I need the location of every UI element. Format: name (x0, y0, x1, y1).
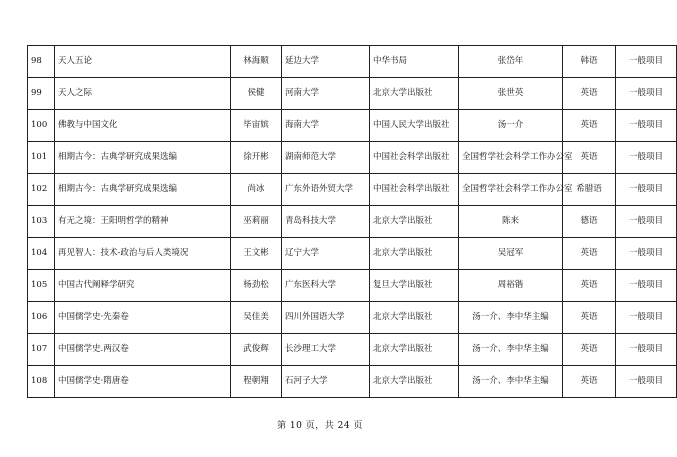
translator-cell: 程朝翔 (231, 366, 282, 398)
book-title-cell: 中国儒学史·先秦卷 (55, 302, 231, 334)
original-author-cell: 周裕锴 (459, 270, 563, 302)
row-number: 103 (28, 206, 55, 238)
table-row (28, 78, 677, 110)
book-title-cell: 中国儒学史.两汉卷 (55, 334, 231, 366)
original-author-cell: 汤一介、李中华主编 (459, 302, 563, 334)
publisher-cell: 北京大学出版社 (370, 206, 459, 238)
university-cell: 广东医科大学 (282, 270, 370, 302)
university-cell: 海南大学 (282, 110, 370, 142)
publisher-cell: 北京大学出版社 (370, 238, 459, 270)
language-cell: 英语 (563, 270, 616, 302)
book-title-cell: 相期古今：古典学研究成果选编 (55, 174, 231, 206)
university-cell: 四川外国语大学 (282, 302, 370, 334)
row-number: 99 (28, 78, 55, 110)
translator-cell: 吴佳美 (231, 302, 282, 334)
table-row (28, 174, 677, 206)
language-cell: 英语 (563, 302, 616, 334)
publisher-cell: 中华书局 (370, 46, 459, 78)
book-title-cell: 佛教与中国文化 (55, 110, 231, 142)
university-cell: 延边大学 (282, 46, 370, 78)
original-author-cell: 张岱年 (459, 46, 563, 78)
original-author-cell: 汤一介 (459, 110, 563, 142)
table-row (28, 238, 677, 270)
row-number: 98 (28, 46, 55, 78)
row-number: 106 (28, 302, 55, 334)
language-cell: 英语 (563, 110, 616, 142)
table-row (28, 270, 677, 302)
project-type-cell: 一般项目 (616, 366, 677, 398)
book-title-cell: 天人之际 (55, 78, 231, 110)
project-type-cell: 一般项目 (616, 46, 677, 78)
translator-cell: 侯健 (231, 78, 282, 110)
row-number: 105 (28, 270, 55, 302)
project-type-cell: 一般项目 (616, 142, 677, 174)
project-type-cell: 一般项目 (616, 238, 677, 270)
translator-cell: 徐开彬 (231, 142, 282, 174)
language-cell: 德语 (563, 206, 616, 238)
university-cell: 石河子大学 (282, 366, 370, 398)
publisher-cell: 北京大学出版社 (370, 78, 459, 110)
original-author-cell: 吴冠军 (459, 238, 563, 270)
translator-cell: 王文彬 (231, 238, 282, 270)
page-number: 第 10 页，共 24 页 (277, 421, 363, 431)
language-cell: 英语 (563, 366, 616, 398)
table-body (28, 46, 677, 398)
publisher-cell: 复旦大学出版社 (370, 270, 459, 302)
book-title-cell: 中国古代阐释学研究 (55, 270, 231, 302)
project-type-cell: 一般项目 (616, 302, 677, 334)
project-type-cell: 一般项目 (616, 270, 677, 302)
original-author-cell: 张世英 (459, 78, 563, 110)
table-row (28, 206, 677, 238)
row-number: 104 (28, 238, 55, 270)
project-table (27, 45, 677, 398)
original-author-cell: 汤一介、李中华主编 (459, 366, 563, 398)
row-number: 108 (28, 366, 55, 398)
table-row (28, 142, 677, 174)
translator-cell: 武俊辉 (231, 334, 282, 366)
book-title-cell: 天人五论 (55, 46, 231, 78)
table-row (28, 110, 677, 142)
original-author-cell: 汤一介、李中华主编 (459, 334, 563, 366)
row-number: 107 (28, 334, 55, 366)
university-cell: 青岛科技大学 (282, 206, 370, 238)
table-row (28, 366, 677, 398)
publisher-cell: 北京大学出版社 (370, 366, 459, 398)
table-row (28, 46, 677, 78)
university-cell: 长沙理工大学 (282, 334, 370, 366)
language-cell: 英语 (563, 238, 616, 270)
book-title-cell: 相期古今：古典学研究成果选编 (55, 142, 231, 174)
original-author-cell: 全国哲学社会科学工作办公室 (459, 142, 563, 174)
translator-cell: 杨劲松 (231, 270, 282, 302)
translator-cell: 尚冰 (231, 174, 282, 206)
row-number: 100 (28, 110, 55, 142)
translator-cell: 毕宙嫔 (231, 110, 282, 142)
original-author-cell: 全国哲学社会科学工作办公室 (459, 174, 563, 206)
publisher-cell: 北京大学出版社 (370, 302, 459, 334)
translator-cell: 林海顺 (231, 46, 282, 78)
project-type-cell: 一般项目 (616, 206, 677, 238)
university-cell: 湖南师范大学 (282, 142, 370, 174)
publisher-cell: 中国社会科学出版社 (370, 174, 459, 206)
project-type-cell: 一般项目 (616, 78, 677, 110)
university-cell: 广东外语外贸大学 (282, 174, 370, 206)
original-author-cell: 陈来 (459, 206, 563, 238)
university-cell: 辽宁大学 (282, 238, 370, 270)
publisher-cell: 中国人民大学出版社 (370, 110, 459, 142)
translator-cell: 巫莉丽 (231, 206, 282, 238)
row-number: 101 (28, 142, 55, 174)
university-cell: 河南大学 (282, 78, 370, 110)
book-title-cell: 中国儒学史·隋唐卷 (55, 366, 231, 398)
language-cell: 英语 (563, 334, 616, 366)
table-row (28, 302, 677, 334)
book-title-cell: 再见智人：技术-政治与后人类境况 (55, 238, 231, 270)
publisher-cell: 中国社会科学出版社 (370, 142, 459, 174)
language-cell: 英语 (563, 78, 616, 110)
language-cell: 希腊语 (563, 174, 616, 206)
project-type-cell: 一般项目 (616, 110, 677, 142)
book-title-cell: 有无之境：王阳明哲学的精神 (55, 206, 231, 238)
table-row (28, 334, 677, 366)
language-cell: 韩语 (563, 46, 616, 78)
publisher-cell: 北京大学出版社 (370, 334, 459, 366)
project-type-cell: 一般项目 (616, 334, 677, 366)
project-type-cell: 一般项目 (616, 174, 677, 206)
language-cell: 英语 (563, 142, 616, 174)
row-number: 102 (28, 174, 55, 206)
